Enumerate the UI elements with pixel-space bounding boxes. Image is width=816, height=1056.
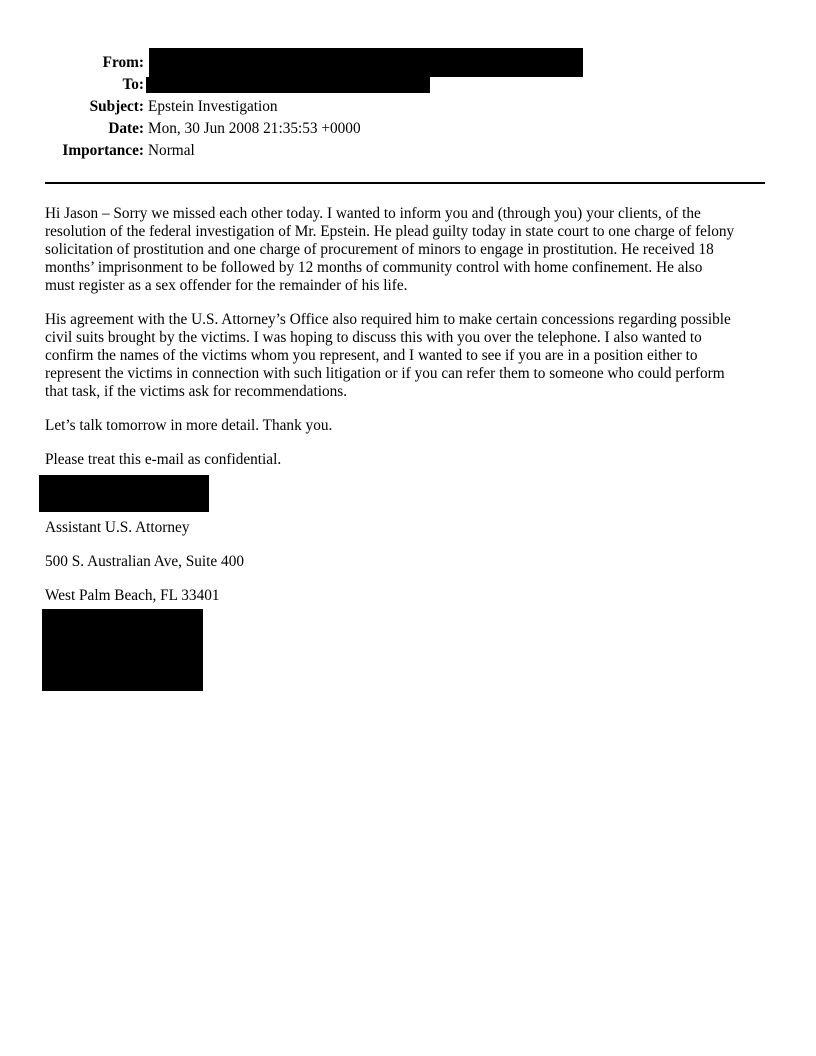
paragraph-1-line: resolution of the federal investigation of Mr. Epstein. He plead guilty today in state court to one charge of felony — [45, 223, 735, 240]
closing-line: Let’s talk tomorrow in more detail. Thank you. — [45, 417, 333, 434]
subject-value: Epstein Investigation — [148, 98, 278, 115]
body-paragraph-3 — [45, 417, 775, 435]
signature-address-2 — [45, 587, 775, 605]
subject-label: Subject: — [89, 98, 144, 115]
paragraph-2-line: that task, if the victims ask for recommendations. — [45, 383, 348, 400]
signature-title — [45, 519, 775, 537]
date-label: Date: — [108, 120, 144, 137]
body-paragraph-1 — [45, 205, 775, 295]
from-label: From: — [102, 54, 144, 71]
paragraph-1-line: solicitation of prostitution and one charge of procurement of minors to engage in prostitution. He received 18 — [45, 241, 714, 258]
date-value: Mon, 30 Jun 2008 21:35:53 +0000 — [148, 120, 361, 137]
header-divider — [45, 182, 765, 184]
paragraph-1-line: Hi Jason – Sorry we missed each other today. I wanted to inform you and (through you) your clients, of the — [45, 205, 701, 222]
paragraph-1-line: must register as a sex offender for the remainder of his life. — [45, 277, 408, 294]
from-redaction — [149, 48, 583, 77]
signature-contact-redaction — [42, 609, 203, 691]
body-paragraph-2 — [45, 311, 775, 401]
paragraph-2-line: represent the victims in connection with such litigation or if you can refer them to someone who could perform — [45, 365, 725, 382]
paragraph-2-line: His agreement with the U.S. Attorney’s Office also required him to make certain concessions regarding possible — [45, 311, 731, 328]
importance-value: Normal — [148, 142, 195, 159]
paragraph-2-line: civil suits brought by the victims. I was hoping to discuss this with you over the telephone. I also wanted to — [45, 329, 702, 346]
signature-address-1 — [45, 553, 775, 571]
confidentiality-line: Please treat this e-mail as confidential. — [45, 451, 282, 468]
signature-name-redaction — [39, 475, 209, 512]
importance-label: Importance: — [62, 142, 144, 159]
to-redaction — [146, 77, 430, 93]
body-paragraph-4 — [45, 451, 775, 469]
to-label: To: — [122, 76, 144, 93]
signature-address-line-1: 500 S. Australian Ave, Suite 400 — [45, 553, 244, 570]
paragraph-1-line: months’ imprisonment to be followed by 12 months of community control with home confinement. He also — [45, 259, 703, 276]
paragraph-2-line: confirm the names of the victims whom you represent, and I wanted to see if you are in a position either to — [45, 347, 698, 364]
signature-address-line-2: West Palm Beach, FL 33401 — [45, 587, 220, 604]
signature-title-text: Assistant U.S. Attorney — [45, 519, 190, 536]
